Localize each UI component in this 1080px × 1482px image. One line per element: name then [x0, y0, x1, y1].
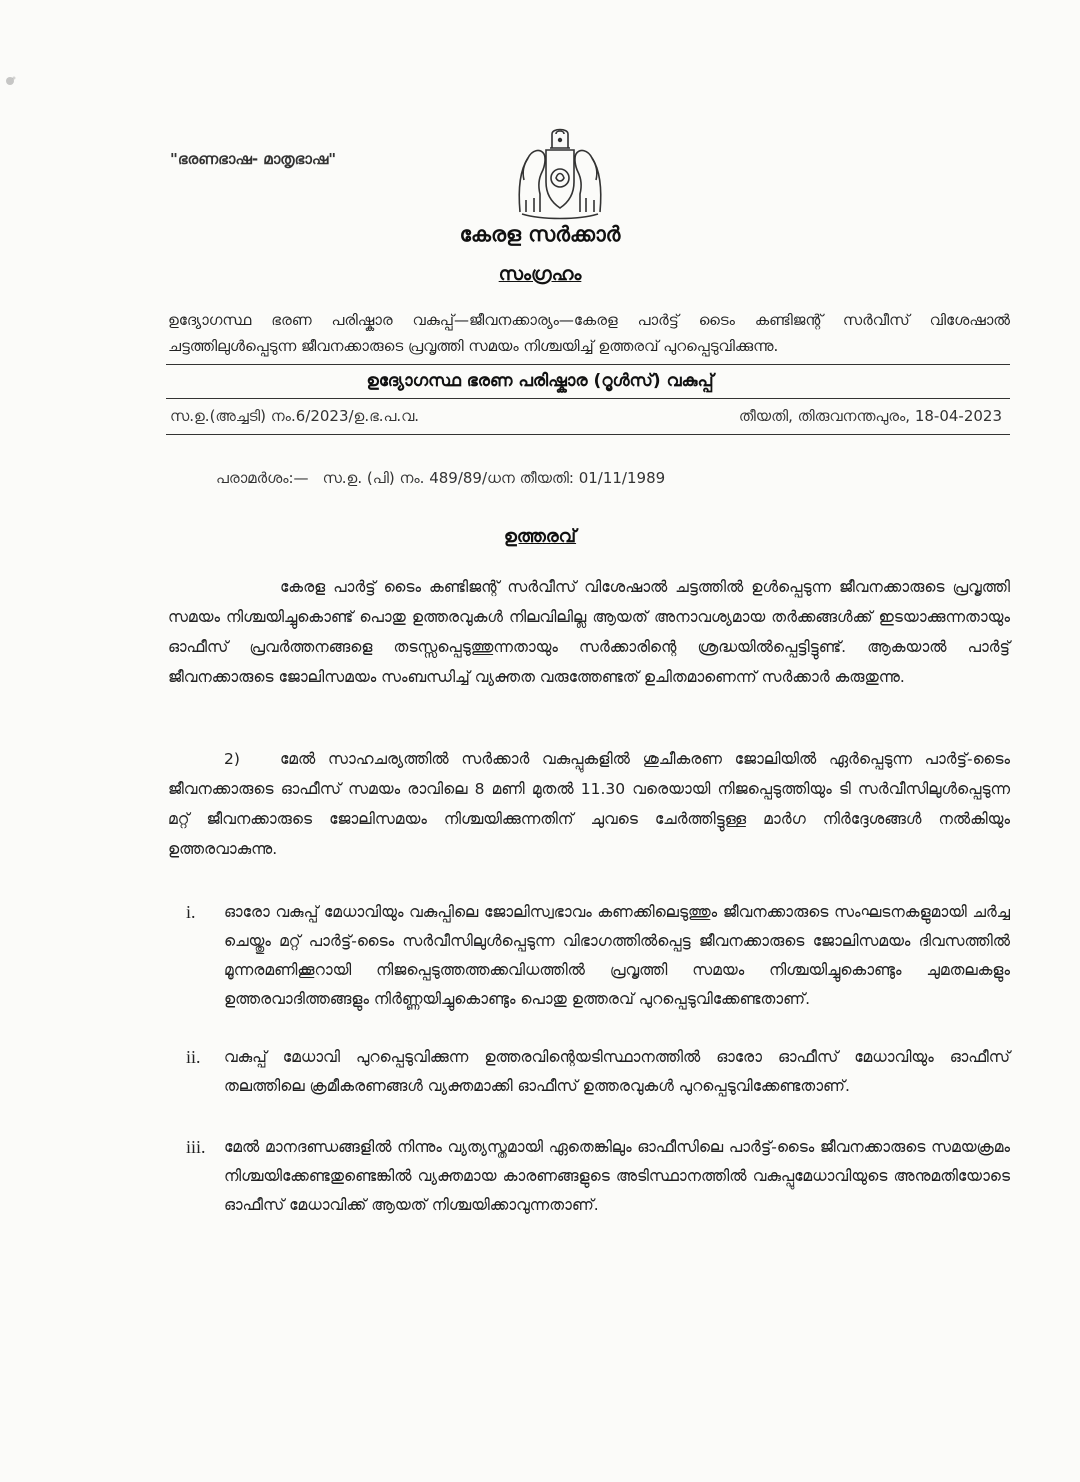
- divider-middle: [166, 398, 1010, 399]
- guideline-text: വകുപ്പ് മേധാവി പുറപ്പെടുവിക്കുന്ന ഉത്തരവിന്റെയടിസ്ഥാനത്തിൽ ഓരോ ഓഫീസ് മേധാവിയും ഓഫീസ് തലത്തിലെ ക്രമീകരണങ്ങൾ വ്യക്തമാക്കി ഓഫീസ് ഉത്തരവുകൾ പുറപ്പെടുവിക്കേണ്ടതാണ്.: [224, 1048, 1010, 1095]
- guideline-marker: iii.: [186, 1137, 206, 1157]
- scan-speck-icon: [4, 74, 18, 88]
- divider-top: [166, 364, 1010, 365]
- reference-line: [216, 469, 665, 487]
- order-date: തീയതി, തിരുവനന്തപുരം, 18-04-2023: [738, 407, 1002, 425]
- reference-label: പരാമർശം:—: [216, 469, 309, 487]
- government-title: കേരള സർക്കാർ: [459, 222, 621, 246]
- reference-text: സ.ഉ. (പി) നം. 489/89/ധന തീയതി: 01/11/1989: [322, 469, 666, 487]
- paragraph-1: കേരള പാർട്ട് ടൈം കണ്ടിജന്റ് സർവീസ് വിശേഷാൽ ചട്ടത്തിൽ ഉൾപ്പെടുന്ന ജീവനക്കാരുടെ പ്രവൃത്തി സമയം നിശ്ചയിച്ചുകൊണ്ട് പൊതു ഉത്തരവുകൾ നിലവിലില്ല ആയത് അനാവശ്യമായ തർക്കങ്ങൾക്ക് ഇടയാക്കുന്നതായും ഓഫീസ് പ്രവർത്തനങ്ങളെ തടസ്സപ്പെടുത്തുന്നതായും സർക്കാരിന്റെ ശ്രദ്ധയിൽപ്പെട്ടിട്ടുണ്ട്. ആകയാൽ പാർട്ട് ജീവനക്കാരുടെ ജോലിസമയം സംബന്ധിച്ച് വ്യക്തത വരുത്തേണ്ടത് ഉചിതമാണെന്ന് സർക്കാർ കരുതുന്നു.: [168, 578, 1010, 686]
- guideline-text: മേൽ മാനദണ്ഡങ്ങളിൽ നിന്നും വ്യത്യസ്തമായി ഏതെങ്കിലും ഓഫീസിലെ പാർട്ട്-ടൈം ജീവനക്കാരുടെ സമയക്രമം നിശ്ചയിക്കേണ്ടതുണ്ടെങ്കിൽ വ്യക്തമായ കാരണങ്ങളുടെ അടിസ്ഥാനത്തിൽ വകുപ്പുമേധാവിയുടെ അനുമതിയോടെ ഓഫീസ് മേധാവിക്ക് ആയത് നിശ്ചയിക്കാവുന്നതാണ്.: [224, 1138, 1010, 1214]
- divider-bottom: [166, 434, 1010, 435]
- department-name: ഉദ്യോഗസ്ഥ ഭരണ പരിഷ്കാര (റൂൾസ്) വകുപ്പ്: [366, 371, 714, 391]
- order-subject: ഉദ്യോഗസ്ഥ ഭരണ പരിഷ്കാര വകുപ്പ്—ജീവനക്കാര്യം—കേരള പാർട്ട് ടൈം കണ്ടിജന്റ് സർവീസ് വിശേഷാൽ ചട്ടത്തിലുൾപ്പെടുന്ന ജീവനക്കാരുടെ പ്രവൃത്തി സമയം നിശ്ചയിച്ച് ഉത്തരവ് പുറപ്പെടുവിക്കുന്നു.: [168, 311, 1010, 355]
- paragraph-2-text: മേൽ സാഹചര്യത്തിൽ സർക്കാർ വകുപ്പുകളിൽ ശുചീകരണ ജോലിയിൽ ഏർപ്പെടുന്ന പാർട്ട്-ടൈം ജീവനക്കാരുടെ ഓഫീസ് സമയം രാവിലെ 8 മണി മുതൽ 11.30 വരെയായി നിജപ്പെടുത്തിയും ടി സർവീസിലുൾപ്പെടുന്ന മറ്റ് ജീവനക്കാരുടെ ജോലിസമയം നിശ്ചയിക്കുന്നതിന് ചുവടെ ചേർത്തിട്ടുള്ള മാർഗ നിർദ്ദേശങ്ങൾ നൽകിയും ഉത്തരവാകുന്നു.: [168, 750, 1010, 858]
- official-language-motto: "ഭരണഭാഷ- മാതൃഭാഷ": [170, 150, 337, 168]
- guideline-marker: ii.: [186, 1047, 201, 1067]
- order-number: സ.ഉ.(അച്ചടി) നം.6/2023/ഉ.ഭ.പ.വ.: [170, 407, 420, 425]
- paragraph-2: [168, 744, 1010, 864]
- kerala-state-emblem-icon: [512, 120, 608, 220]
- paragraph-2-number: 2): [224, 750, 240, 768]
- guideline-marker: i.: [186, 902, 196, 922]
- guideline-text: ഓരോ വകുപ്പ് മേധാവിയും വകുപ്പിലെ ജോലിസ്വഭാവം കണക്കിലെടുത്തും ജീവനക്കാരുടെ സംഘടനകളുമായി ചർച്ച ചെയ്തും മറ്റ് പാർട്ട്-ടൈം സർവീസിലുൾപ്പെടുന്ന വിഭാഗത്തിൽപ്പെട്ട ജീവനക്കാരുടെ ജോലിസമയം ദിവസത്തിൽ മൂന്നരമണിക്കൂറായി നിജപ്പെടുത്തത്തക്കവിധത്തിൽ പ്രവൃത്തി സമയം നിശ്ചയിച്ചുകൊണ്ടും ചുമതലകളും ഉത്തരവാദിത്തങ്ങളും നിർണ്ണയിച്ചുകൊണ്ടും പൊതു ഉത്തരവ് പുറപ്പെടുവിക്കേണ്ടതാണ്.: [224, 903, 1010, 1008]
- order-heading: ഉത്തരവ്: [503, 526, 577, 547]
- digest-title: സംഗ്രഹം: [498, 263, 582, 285]
